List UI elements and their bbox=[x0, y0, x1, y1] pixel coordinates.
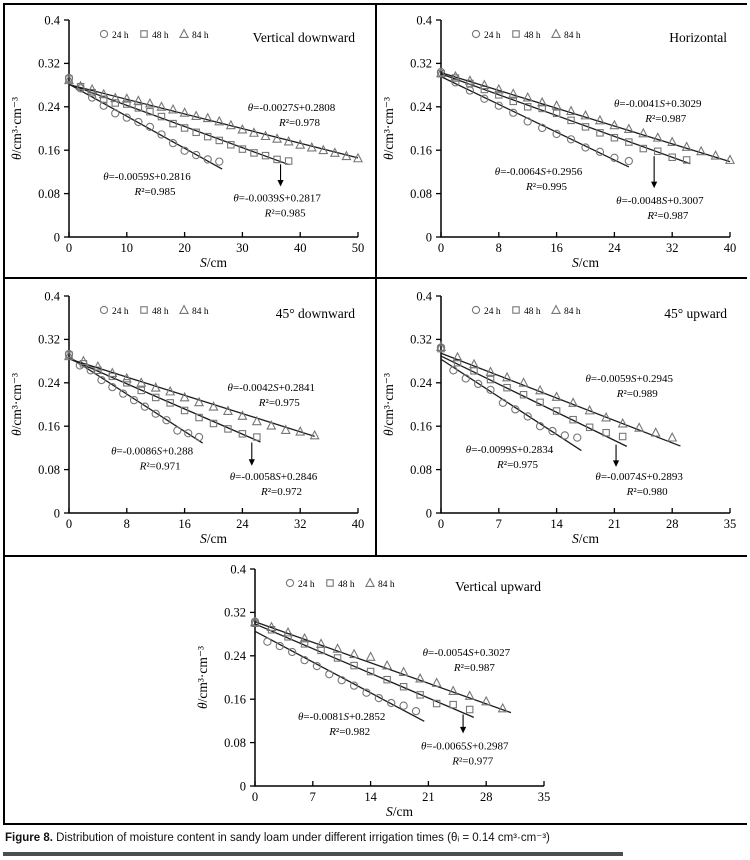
y-tick-label: 0 bbox=[425, 230, 432, 245]
data-point bbox=[317, 639, 325, 647]
data-point bbox=[157, 102, 165, 110]
arrow-head-icon bbox=[249, 459, 255, 466]
fit-line bbox=[441, 356, 627, 446]
y-tick-label: 0.16 bbox=[224, 692, 246, 707]
y-tick-label: 0.16 bbox=[410, 419, 432, 434]
legend-square-icon bbox=[141, 307, 147, 313]
y-axis-title: θ/cm³·cm⁻³ bbox=[9, 96, 24, 161]
fit-line bbox=[255, 624, 474, 717]
x-tick-label: 30 bbox=[236, 241, 249, 255]
data-point bbox=[181, 108, 189, 116]
x-tick-label: 0 bbox=[437, 517, 445, 531]
data-point bbox=[195, 433, 202, 440]
data-point bbox=[619, 433, 625, 439]
equation-label: θ=-0.0099S+0.2834 bbox=[465, 443, 554, 456]
data-point bbox=[503, 373, 511, 381]
y-tick-label: 0.08 bbox=[410, 462, 432, 477]
x-tick-label: 16 bbox=[550, 241, 563, 255]
legend-square-icon bbox=[327, 580, 333, 586]
chart-45-upward bbox=[377, 284, 747, 550]
r2-label: R²=0.985 bbox=[134, 186, 176, 199]
legend-circle-icon bbox=[100, 306, 107, 313]
y-tick-label: 0 bbox=[239, 779, 246, 794]
legend-triangle-icon bbox=[552, 30, 560, 38]
bottom-rule bbox=[3, 852, 623, 856]
x-tick-label: 7 bbox=[495, 517, 502, 531]
legend bbox=[100, 30, 208, 41]
fit-line bbox=[69, 359, 260, 442]
panel-45-downward bbox=[5, 279, 377, 557]
x-tick-label: 0 bbox=[65, 517, 73, 531]
data-point bbox=[169, 105, 177, 113]
legend-label: 84 h bbox=[564, 31, 581, 41]
x-tick-label: 40 bbox=[351, 517, 365, 531]
data-point bbox=[174, 427, 181, 434]
equation-label: θ=-0.0065S+0.2987 bbox=[420, 740, 509, 753]
figure-panel-grid bbox=[3, 3, 747, 825]
r2-label: R²=0.985 bbox=[264, 207, 306, 220]
series-24h bbox=[251, 618, 424, 738]
axes bbox=[381, 13, 736, 270]
y-axis-title: θ/cm³·cm⁻³ bbox=[9, 372, 24, 437]
legend-square-icon bbox=[513, 31, 519, 37]
legend-circle-icon bbox=[472, 306, 479, 313]
equation-label: θ=-0.0041S+0.3029 bbox=[614, 98, 702, 111]
legend-label: 48 h bbox=[524, 307, 541, 317]
y-tick-label: 0.16 bbox=[410, 143, 432, 158]
x-tick-label: 0 bbox=[437, 241, 445, 255]
series-84h bbox=[437, 343, 681, 446]
y-axis-title: θ/cm³·cm⁻³ bbox=[381, 372, 396, 437]
legend-label: 24 h bbox=[112, 307, 129, 317]
data-point bbox=[652, 428, 660, 436]
data-point bbox=[726, 156, 734, 164]
panel-45-upward bbox=[377, 279, 747, 557]
panel-title: Vertical upward bbox=[455, 579, 541, 594]
panel-horizontal bbox=[377, 5, 747, 279]
y-tick-label: 0.32 bbox=[38, 332, 60, 347]
r2-label: R²=0.972 bbox=[260, 486, 302, 499]
caption-label: Figure 8. bbox=[5, 832, 53, 844]
r2-label: R²=0.987 bbox=[647, 210, 689, 223]
pointer-arrow bbox=[249, 442, 255, 465]
fit-line bbox=[441, 73, 730, 162]
data-point bbox=[134, 96, 142, 104]
x-tick-label: 10 bbox=[120, 241, 134, 255]
axes bbox=[9, 289, 364, 546]
legend-label: 24 h bbox=[484, 31, 501, 41]
r2-label: R²=0.975 bbox=[497, 458, 539, 471]
x-tick-label: 21 bbox=[422, 790, 435, 804]
data-point bbox=[215, 117, 223, 125]
y-tick-label: 0 bbox=[425, 506, 432, 521]
panel-title: 45° downward bbox=[275, 306, 355, 321]
equation-label: θ=-0.0039S+0.2817 bbox=[233, 192, 321, 205]
data-point bbox=[367, 652, 375, 660]
r2-label: R²=0.989 bbox=[616, 387, 658, 400]
x-tick-label: 20 bbox=[178, 241, 191, 255]
x-tick-label: 0 bbox=[65, 241, 73, 255]
y-tick-label: 0.32 bbox=[38, 56, 60, 71]
equation-label: θ=-0.0027S+0.2808 bbox=[247, 101, 336, 114]
x-tick-label: 8 bbox=[495, 241, 502, 255]
legend-label: 84 h bbox=[192, 307, 209, 317]
y-tick-label: 0.24 bbox=[38, 376, 60, 391]
y-tick-label: 0.08 bbox=[38, 462, 60, 477]
legend-square-icon bbox=[513, 307, 519, 313]
data-point bbox=[253, 417, 261, 425]
series-24h bbox=[65, 350, 202, 472]
data-point bbox=[326, 671, 333, 678]
data-point bbox=[625, 157, 632, 164]
series-48h bbox=[438, 71, 704, 223]
pointer-arrow bbox=[460, 714, 466, 733]
data-point bbox=[499, 704, 507, 712]
y-tick-label: 0.4 bbox=[416, 13, 432, 28]
x-tick-label: 28 bbox=[479, 790, 493, 804]
x-axis-title: S/cm bbox=[200, 255, 227, 270]
chart-45-downward bbox=[5, 284, 375, 550]
series-48h bbox=[438, 345, 684, 498]
x-tick-label: 40 bbox=[293, 241, 307, 255]
series-84h bbox=[437, 69, 734, 164]
x-tick-label: 21 bbox=[608, 517, 621, 531]
y-tick-label: 0 bbox=[53, 506, 60, 521]
r2-label: R²=0.980 bbox=[626, 486, 668, 499]
fit-line bbox=[441, 359, 581, 450]
x-tick-label: 35 bbox=[537, 790, 551, 804]
y-tick-label: 0.08 bbox=[224, 735, 246, 750]
data-point bbox=[216, 158, 223, 165]
equation-label: θ=-0.0054S+0.3027 bbox=[422, 647, 511, 660]
y-tick-label: 0.24 bbox=[38, 100, 60, 115]
x-tick-label: 32 bbox=[665, 241, 679, 255]
data-point bbox=[596, 116, 604, 124]
legend-triangle-icon bbox=[180, 30, 188, 38]
x-axis-title: S/cm bbox=[572, 531, 599, 546]
pointer-arrow bbox=[651, 156, 657, 188]
axes bbox=[195, 562, 550, 819]
x-tick-label: 35 bbox=[723, 517, 737, 531]
x-tick-label: 14 bbox=[550, 517, 563, 531]
legend-label: 48 h bbox=[338, 580, 355, 590]
equation-label: θ=-0.0042S+0.2841 bbox=[227, 382, 316, 395]
axes bbox=[381, 289, 736, 546]
arrow-head-icon bbox=[651, 182, 657, 189]
x-tick-label: 16 bbox=[178, 517, 191, 531]
data-point bbox=[112, 110, 119, 117]
r2-label: R²=0.982 bbox=[329, 726, 371, 739]
y-tick-label: 0.32 bbox=[410, 56, 432, 71]
y-tick-label: 0.4 bbox=[44, 13, 60, 28]
r2-label: R²=0.987 bbox=[453, 662, 495, 675]
legend-label: 48 h bbox=[152, 31, 169, 41]
chart-vertical-upward bbox=[191, 557, 561, 823]
legend bbox=[472, 306, 580, 317]
equation-label: θ=-0.0058S+0.2846 bbox=[229, 471, 318, 484]
panel-title: 45° upward bbox=[664, 306, 727, 321]
y-tick-label: 0.32 bbox=[224, 605, 246, 620]
x-tick-label: 24 bbox=[608, 241, 621, 255]
legend-square-icon bbox=[141, 31, 147, 37]
pointer-arrow bbox=[277, 164, 283, 186]
x-tick-label: 28 bbox=[665, 517, 679, 531]
r2-label: R²=0.995 bbox=[526, 180, 568, 193]
legend-triangle-icon bbox=[366, 579, 374, 587]
y-tick-label: 0.16 bbox=[38, 419, 60, 434]
data-point bbox=[625, 125, 633, 133]
data-point bbox=[412, 708, 419, 715]
legend-label: 84 h bbox=[378, 580, 395, 590]
r2-label: R²=0.977 bbox=[452, 755, 494, 768]
x-tick-label: 40 bbox=[723, 241, 737, 255]
legend-circle-icon bbox=[472, 30, 479, 37]
figure-caption bbox=[5, 831, 745, 845]
y-tick-label: 0.24 bbox=[224, 649, 246, 664]
panel-vertical-downward bbox=[5, 5, 377, 279]
data-point bbox=[683, 143, 691, 151]
axis-spines bbox=[441, 296, 730, 513]
x-tick-label: 0 bbox=[251, 790, 259, 804]
legend-circle-icon bbox=[100, 30, 107, 37]
x-tick-label: 24 bbox=[236, 517, 249, 531]
equation-label: θ=-0.0086S+0.288 bbox=[111, 445, 194, 458]
legend-triangle-icon bbox=[180, 306, 188, 314]
data-point bbox=[668, 433, 676, 441]
y-axis-title: θ/cm³·cm⁻³ bbox=[381, 96, 396, 161]
fit-line bbox=[69, 357, 203, 443]
data-point bbox=[524, 413, 531, 420]
x-tick-label: 14 bbox=[364, 790, 377, 804]
data-point bbox=[466, 706, 472, 712]
y-tick-label: 0.4 bbox=[416, 289, 432, 304]
x-tick-label: 32 bbox=[293, 517, 307, 531]
y-tick-label: 0.24 bbox=[410, 376, 432, 391]
legend bbox=[472, 30, 580, 41]
r2-label: R²=0.971 bbox=[139, 460, 181, 473]
legend-label: 24 h bbox=[112, 31, 129, 41]
fit-line bbox=[255, 631, 424, 724]
data-point bbox=[499, 399, 506, 406]
y-tick-label: 0.4 bbox=[44, 289, 60, 304]
r2-label: R²=0.978 bbox=[279, 116, 321, 129]
y-tick-label: 0.24 bbox=[410, 100, 432, 115]
y-tick-label: 0.16 bbox=[38, 143, 60, 158]
equation-label: θ=-0.0074S+0.2893 bbox=[595, 471, 683, 484]
y-axis-title: θ/cm³·cm⁻³ bbox=[195, 645, 210, 710]
legend-label: 24 h bbox=[484, 307, 501, 317]
chart-horizontal bbox=[377, 8, 747, 274]
y-tick-label: 0.08 bbox=[410, 186, 432, 201]
legend-triangle-icon bbox=[552, 306, 560, 314]
x-tick-label: 8 bbox=[123, 517, 130, 531]
r2-label: R²=0.975 bbox=[258, 397, 300, 410]
equation-label: θ=-0.0048S+0.3007 bbox=[616, 195, 704, 208]
data-point bbox=[509, 89, 517, 97]
x-tick-label: 50 bbox=[351, 241, 365, 255]
equation-label: θ=-0.0059S+0.2816 bbox=[103, 171, 191, 184]
data-point bbox=[400, 702, 407, 709]
legend-label: 48 h bbox=[524, 31, 541, 41]
axis-spines bbox=[255, 569, 544, 786]
data-point bbox=[450, 701, 456, 707]
arrow-head-icon bbox=[277, 180, 283, 187]
legend-label: 24 h bbox=[298, 580, 315, 590]
series-84h bbox=[65, 76, 362, 162]
legend bbox=[286, 579, 394, 590]
pointer-arrow bbox=[613, 445, 619, 467]
data-point bbox=[94, 362, 102, 370]
data-point bbox=[574, 434, 581, 441]
y-tick-label: 0.08 bbox=[38, 186, 60, 201]
series-84h bbox=[65, 352, 319, 439]
data-point bbox=[433, 679, 441, 687]
legend-label: 48 h bbox=[152, 307, 169, 317]
data-point bbox=[383, 661, 391, 669]
legend-circle-icon bbox=[286, 579, 293, 586]
equation-label: θ=-0.0081S+0.2852 bbox=[297, 711, 386, 724]
x-axis-title: S/cm bbox=[572, 255, 599, 270]
panel-vertical-upward bbox=[5, 557, 747, 823]
data-point bbox=[88, 85, 96, 93]
legend bbox=[100, 306, 208, 317]
x-axis-title: S/cm bbox=[200, 531, 227, 546]
data-point bbox=[697, 147, 705, 155]
x-axis-title: S/cm bbox=[386, 804, 413, 819]
data-point bbox=[561, 432, 568, 439]
legend-label: 84 h bbox=[192, 31, 209, 41]
arrow-head-icon bbox=[460, 727, 466, 734]
equation-label: θ=-0.0064S+0.2956 bbox=[494, 165, 583, 178]
axes bbox=[9, 13, 364, 270]
data-point bbox=[264, 638, 271, 645]
panel-title: Horizontal bbox=[669, 30, 727, 45]
x-tick-label: 7 bbox=[309, 790, 316, 804]
panel-title: Vertical downward bbox=[252, 30, 355, 45]
chart-vertical-downward bbox=[5, 8, 375, 274]
caption-text: Distribution of moisture content in sandy loam under different irrigation times (θᵢ = 0.14 cm³·cm⁻³) bbox=[52, 832, 550, 844]
equation-label: θ=-0.0059S+0.2945 bbox=[585, 372, 674, 385]
r2-label: R²=0.987 bbox=[645, 113, 687, 126]
legend-label: 84 h bbox=[564, 307, 581, 317]
y-tick-label: 0.4 bbox=[230, 562, 246, 577]
y-tick-label: 0 bbox=[53, 230, 60, 245]
arrow-head-icon bbox=[613, 460, 619, 467]
y-tick-label: 0.32 bbox=[410, 332, 432, 347]
